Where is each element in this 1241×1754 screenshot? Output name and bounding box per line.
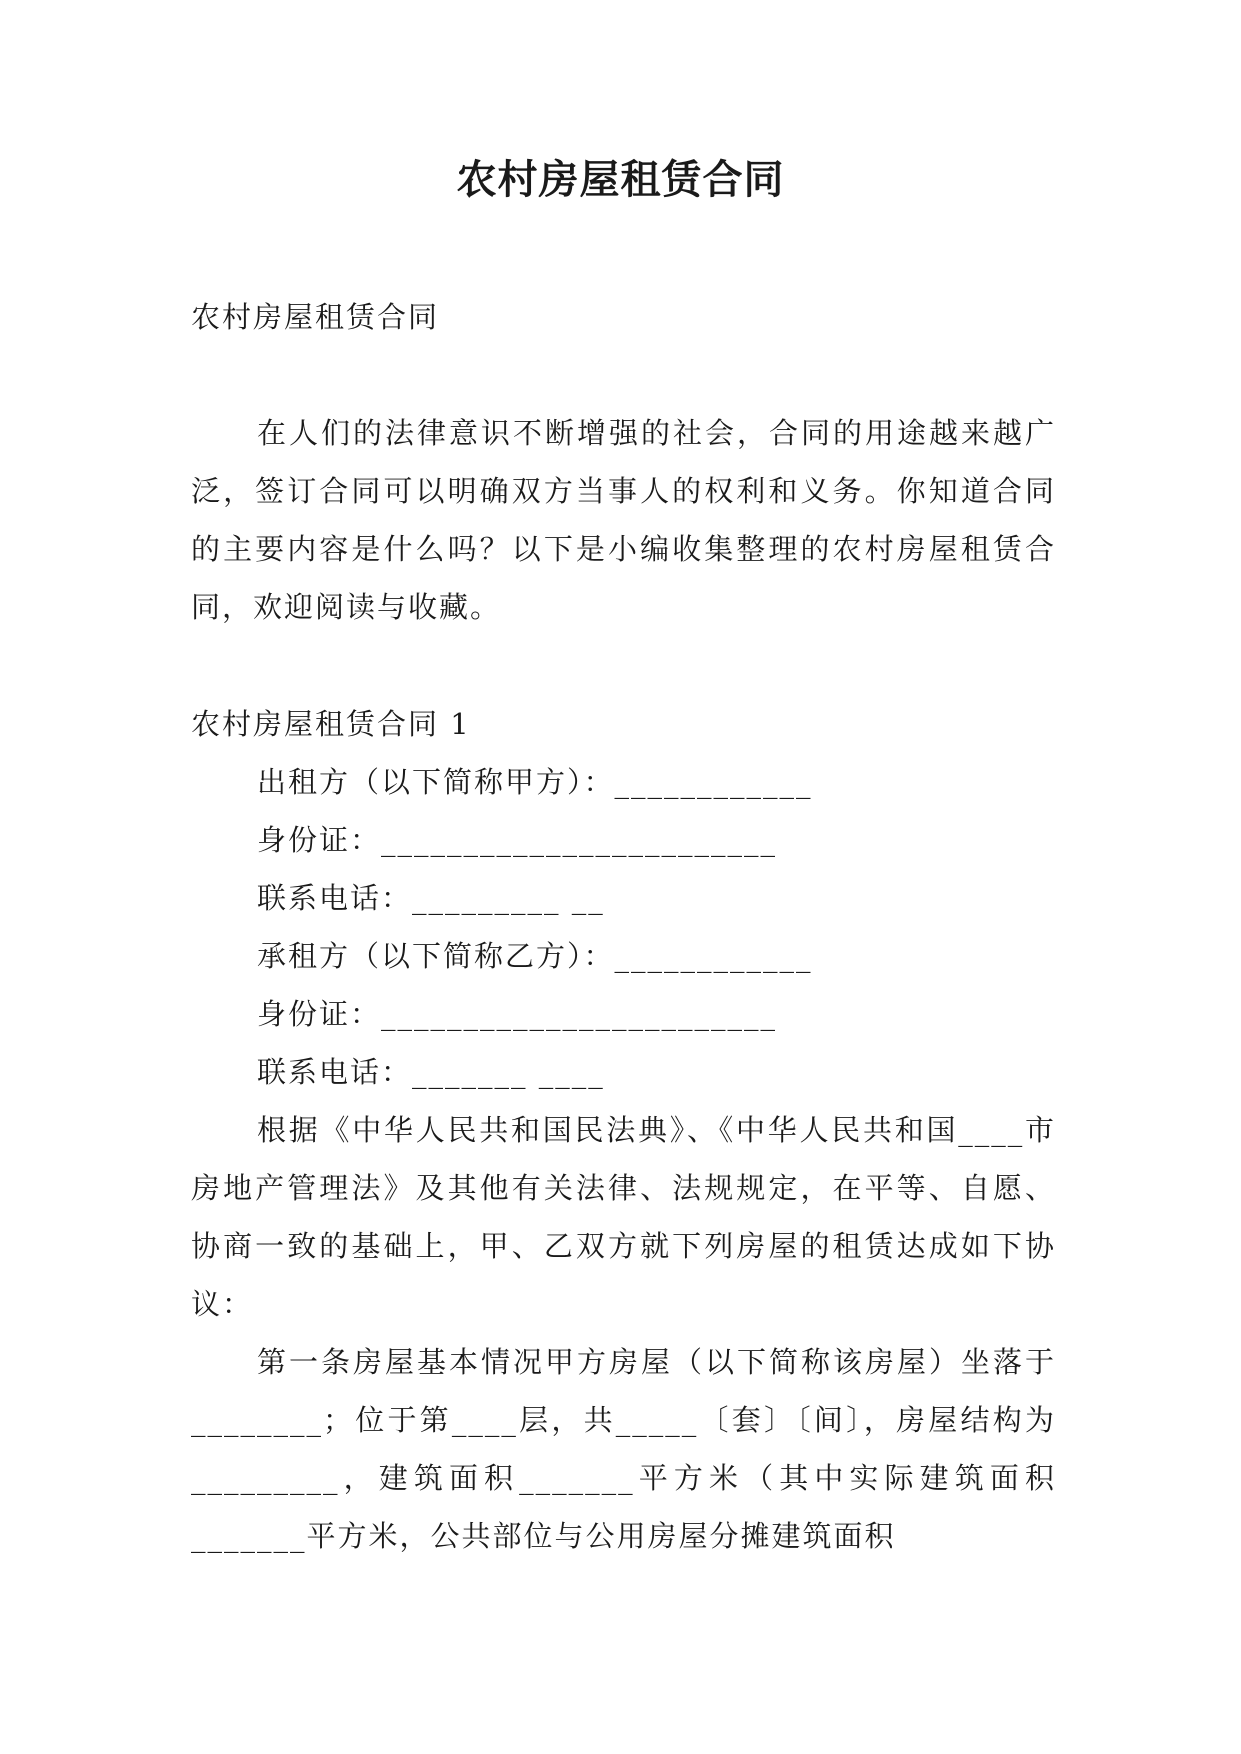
contract-section [191, 695, 1056, 1565]
document-subtitle: 农村房屋租赁合同 [191, 300, 440, 334]
lessee-line: 承租方（以下简称乙方）：____________ [257, 939, 813, 973]
contract-heading: 农村房屋租赁合同 1 [191, 707, 471, 741]
lessee-id-line: 身份证：________________________ [257, 997, 778, 1031]
lessee-phone-line: 联系电话：_______ ____ [257, 1055, 605, 1089]
document-title: 农村房屋租赁合同 [456, 156, 785, 203]
article-1-paragraph: 第一条房屋基本情况甲方房屋（以下简称该房屋）坐落于________；位于第____层，共_____〔套〕〔间〕，房屋结构为_________，建筑面积_______平方米（其中实际建筑面积_______平方米，公共部位与公用房屋分摊建筑面积 [191, 1345, 1056, 1553]
intro-paragraph: 在人们的法律意识不断增强的社会，合同的用途越来越广泛，签订合同可以明确双方当事人的权利和义务。你知道合同的主要内容是什么吗？以下是小编收集整理的农村房屋租赁合同，欢迎阅读与收藏。 [191, 416, 1056, 624]
lessor-line: 出租方（以下简称甲方）：____________ [257, 765, 813, 799]
lessor-id-line: 身份证：________________________ [257, 823, 778, 857]
legal-basis-paragraph: 根据《中华人民共和国民法典》、《中华人民共和国____市房地产管理法》及其他有关法律、法规规定，在平等、自愿、协商一致的基础上，甲、乙双方就下列房屋的租赁达成如下协议： [191, 1113, 1056, 1321]
lessor-phone-line: 联系电话：_________ __ [257, 881, 605, 915]
